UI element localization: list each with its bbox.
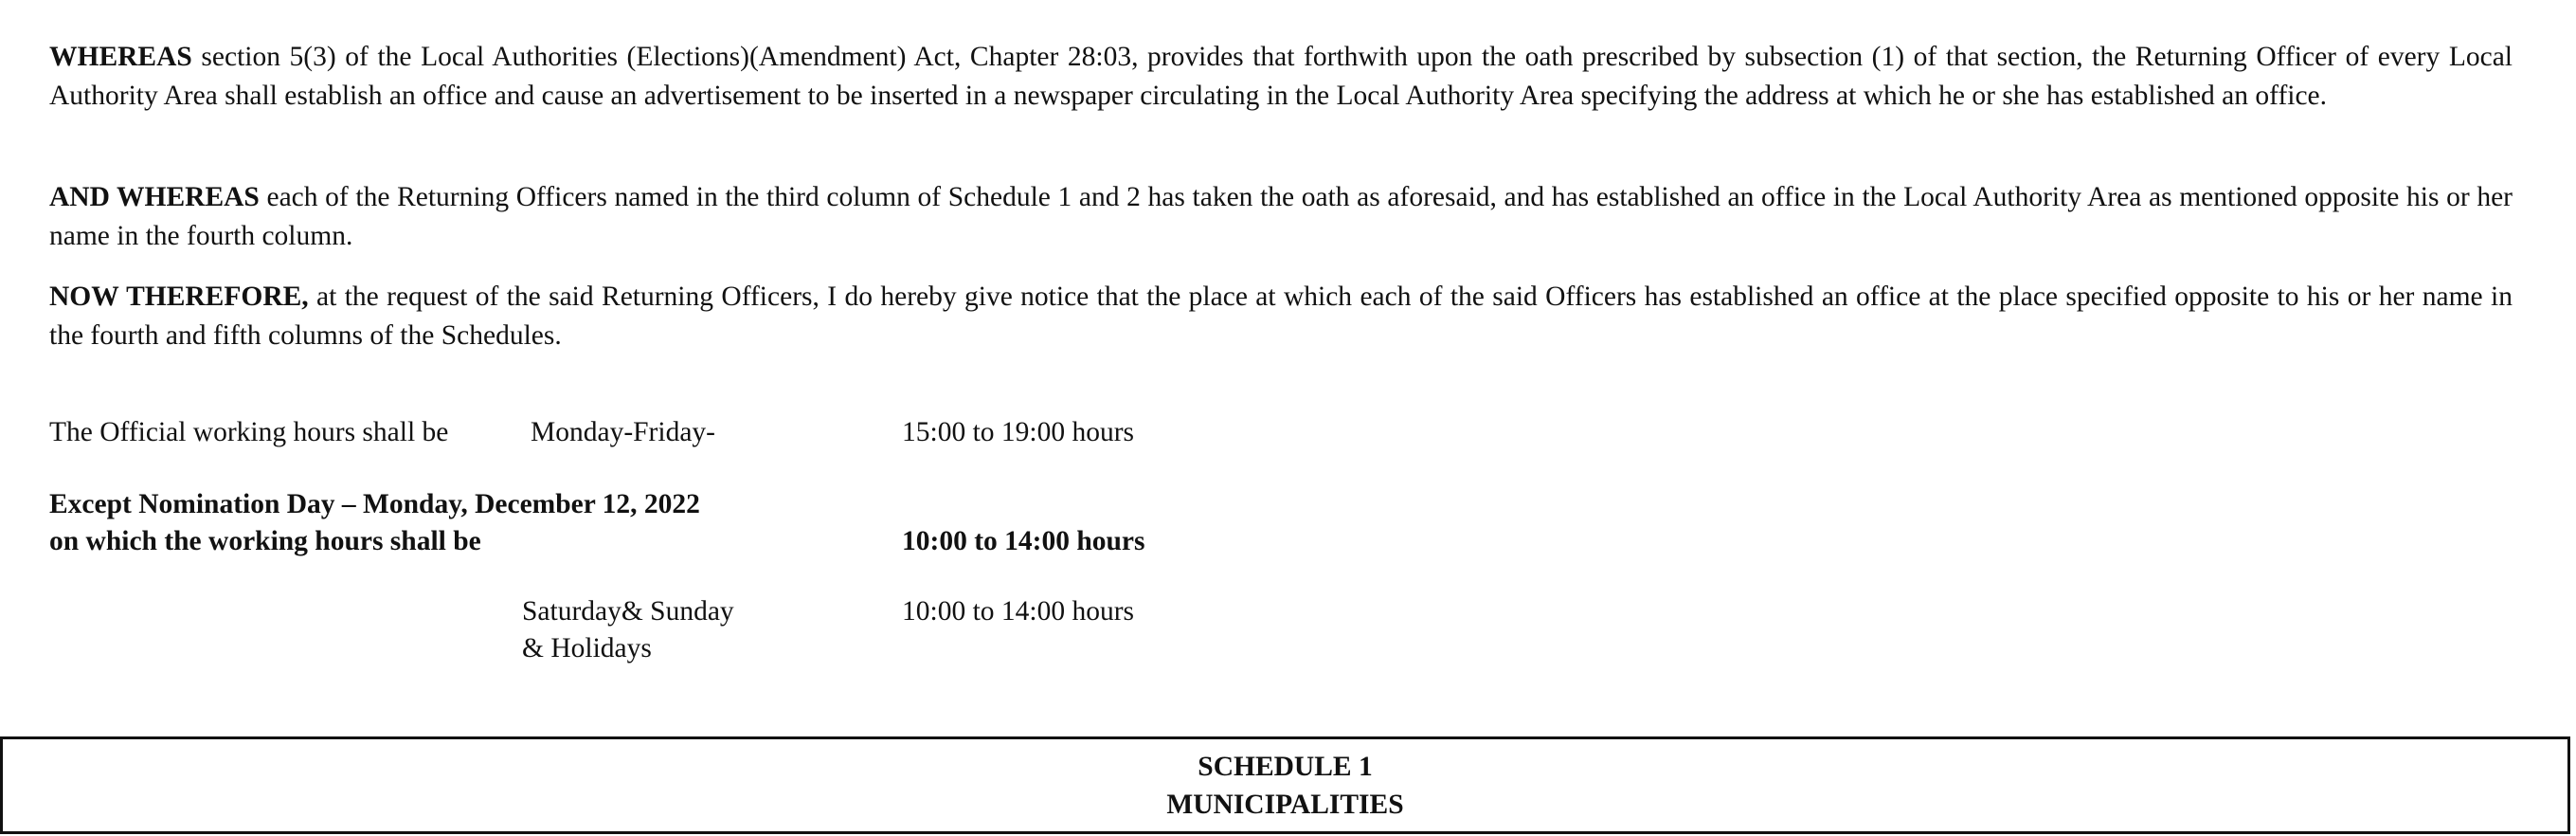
now-therefore-text: at the request of the said Returning Officers, I do hereby give notice that the place at which each of the said Officers has established an office at the place specified opposite to his or her name in the fourth and fifth columns of the Schedules.: [49, 282, 2513, 351]
schedule-title: SCHEDULE 1: [1198, 751, 1373, 782]
nomination-hours: 10:00 to 14:00 hours: [902, 526, 1145, 556]
schedule-subtitle: MUNICIPALITIES: [1166, 789, 1404, 820]
weekday-days: Monday-Friday-: [531, 417, 715, 447]
weekend-line1: Saturday& Sunday: [522, 596, 734, 627]
weekday-hours: 15:00 to 19:00 hours: [902, 417, 1135, 447]
now-therefore-paragraph: [49, 278, 2513, 355]
and-whereas-paragraph: [49, 178, 2513, 256]
whereas-text: section 5(3) of the Local Authorities (Elections)(Amendment) Act, Chapter 28:03, provides that forthwith upon the oath prescribed by subsection (1) of that section, the Returning Officer of every Local Authority Area shall establish an office and cause an advertisement to be inserted in a newspaper circulating in the Local Authority Area specifying the address at which he or she has established an office.: [49, 42, 2513, 111]
now-therefore-lead: NOW THEREFORE,: [49, 282, 309, 312]
and-whereas-text: each of the Returning Officers named in the third column of Schedule 1 and 2 has taken the oath as aforesaid, and has established an office in the Local Authority Area as mentioned opposite his or her name in the fourth column.: [49, 182, 2513, 251]
schedule-header-box: [0, 736, 2570, 834]
nomination-day-line2: on which the working hours shall be: [49, 526, 481, 556]
weekend-hours: 10:00 to 14:00 hours: [902, 596, 1135, 627]
whereas-lead: WHEREAS: [49, 42, 192, 72]
official-hours-label: The Official working hours shall be: [49, 417, 449, 447]
whereas-paragraph: [49, 38, 2513, 116]
weekend-line2: & Holidays: [522, 633, 652, 663]
nomination-day-line1: Except Nomination Day – Monday, December 12, 2022: [49, 489, 700, 519]
and-whereas-lead: AND WHEREAS: [49, 182, 260, 212]
